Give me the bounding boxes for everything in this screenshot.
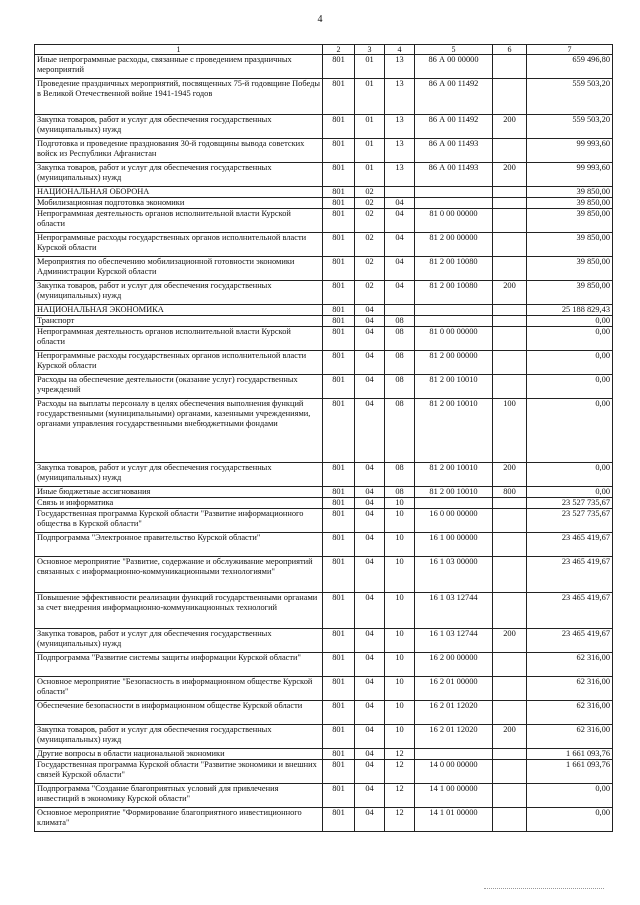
cell-rz: 02	[355, 209, 385, 233]
cell-vr	[493, 509, 527, 533]
cell-vr: 200	[493, 629, 527, 653]
cell-pr: 08	[385, 399, 415, 463]
cell-pr: 04	[385, 198, 415, 209]
cell-ved: 801	[323, 749, 355, 760]
table-row	[35, 629, 613, 653]
table-header-row	[35, 45, 613, 55]
cell-rz: 04	[355, 808, 385, 832]
cell-sum: 23 465 419,67	[527, 629, 613, 653]
table-row	[35, 257, 613, 281]
cell-sum: 0,00	[527, 399, 613, 463]
cell-name: Закупка товаров, работ и услуг для обеспечения государственных (муниципальных) нужд	[35, 281, 323, 305]
cell-cs: 86 А 00 11492	[415, 115, 493, 139]
cell-cs: 16 2 00 00000	[415, 653, 493, 677]
cell-ved: 801	[323, 498, 355, 509]
cell-rz: 02	[355, 257, 385, 281]
cell-vr: 200	[493, 463, 527, 487]
cell-name: Иные бюджетные ассигнования	[35, 487, 323, 498]
cell-pr: 12	[385, 784, 415, 808]
cell-vr: 200	[493, 281, 527, 305]
cell-name: Непрограммная деятельность органов исполнительной власти Курской области	[35, 327, 323, 351]
cell-name: Закупка товаров, работ и услуг для обеспечения государственных (муниципальных) нужд	[35, 725, 323, 749]
cell-pr: 12	[385, 808, 415, 832]
cell-ved: 801	[323, 725, 355, 749]
cell-sum: 99 993,60	[527, 139, 613, 163]
cell-name: Закупка товаров, работ и услуг для обеспечения государственных (муниципальных) нужд	[35, 163, 323, 187]
cell-ved: 801	[323, 509, 355, 533]
table-row	[35, 187, 613, 198]
cell-rz: 04	[355, 509, 385, 533]
cell-sum: 659 496,80	[527, 55, 613, 79]
cell-rz: 04	[355, 784, 385, 808]
cell-cs: 16 2 01 00000	[415, 677, 493, 701]
cell-ved: 801	[323, 677, 355, 701]
budget-table-body	[35, 45, 613, 832]
table-row	[35, 327, 613, 351]
cell-pr: 08	[385, 487, 415, 498]
cell-vr	[493, 55, 527, 79]
cell-vr	[493, 749, 527, 760]
cell-rz: 04	[355, 316, 385, 327]
cell-cs: 16 2 01 12020	[415, 701, 493, 725]
cell-vr	[493, 139, 527, 163]
cell-cs: 16 1 03 00000	[415, 557, 493, 593]
cell-rz: 04	[355, 463, 385, 487]
cell-rz: 04	[355, 533, 385, 557]
cell-rz: 04	[355, 399, 385, 463]
cell-rz: 04	[355, 498, 385, 509]
cell-vr	[493, 305, 527, 316]
cell-sum: 23 527 735,67	[527, 509, 613, 533]
cell-cs: 86 А 00 11492	[415, 79, 493, 115]
table-row	[35, 55, 613, 79]
cell-name: Подпрограмма "Развитие системы защиты информации Курской области"	[35, 653, 323, 677]
table-row	[35, 749, 613, 760]
cell-pr: 04	[385, 281, 415, 305]
header-cell: 6	[493, 45, 527, 55]
cell-rz: 01	[355, 163, 385, 187]
table-row	[35, 677, 613, 701]
cell-rz: 04	[355, 760, 385, 784]
cell-name: Мероприятия по обеспечению мобилизационной готовности экономики Администрации Курской области	[35, 257, 323, 281]
cell-rz: 04	[355, 701, 385, 725]
cell-ved: 801	[323, 487, 355, 498]
cell-cs: 14 1 00 00000	[415, 784, 493, 808]
cell-sum: 39 850,00	[527, 198, 613, 209]
cell-cs: 81 2 00 10080	[415, 281, 493, 305]
cell-vr	[493, 677, 527, 701]
cell-cs	[415, 187, 493, 198]
header-cell: 7	[527, 45, 613, 55]
cell-name: Подпрограмма "Создание благоприятных условий для привлечения инвестиций в экономику Курской области"	[35, 784, 323, 808]
table-row	[35, 509, 613, 533]
cell-ved: 801	[323, 281, 355, 305]
cell-sum: 23 465 419,67	[527, 557, 613, 593]
table-row	[35, 163, 613, 187]
cell-ved: 801	[323, 209, 355, 233]
table-row	[35, 139, 613, 163]
table-row	[35, 463, 613, 487]
cell-rz: 04	[355, 593, 385, 629]
cell-sum: 0,00	[527, 808, 613, 832]
cell-sum: 1 661 093,76	[527, 749, 613, 760]
cell-sum: 62 316,00	[527, 701, 613, 725]
table-row	[35, 725, 613, 749]
cell-vr	[493, 233, 527, 257]
cell-cs	[415, 316, 493, 327]
cell-pr: 08	[385, 327, 415, 351]
cell-ved: 801	[323, 701, 355, 725]
cell-name: Закупка товаров, работ и услуг для обеспечения государственных (муниципальных) нужд	[35, 115, 323, 139]
cell-pr: 04	[385, 209, 415, 233]
cell-name: Государственная программа Курской области "Развитие экономики и внешних связей Курской области"	[35, 760, 323, 784]
cell-sum: 559 503,20	[527, 115, 613, 139]
cell-sum: 0,00	[527, 316, 613, 327]
cell-rz: 04	[355, 749, 385, 760]
cell-rz: 04	[355, 677, 385, 701]
cell-name: Обеспечение безопасности в информационном обществе Курской области	[35, 701, 323, 725]
cell-vr: 200	[493, 115, 527, 139]
table-row	[35, 498, 613, 509]
cell-ved: 801	[323, 533, 355, 557]
cell-vr	[493, 533, 527, 557]
cell-name: Расходы на обеспечение деятельности (оказание услуг) государственных учреждений	[35, 375, 323, 399]
cell-cs	[415, 198, 493, 209]
cell-ved: 801	[323, 351, 355, 375]
cell-ved: 801	[323, 139, 355, 163]
cell-cs: 81 2 00 10010	[415, 487, 493, 498]
cell-sum: 0,00	[527, 784, 613, 808]
cell-ved: 801	[323, 629, 355, 653]
cell-ved: 801	[323, 233, 355, 257]
page-number: 4	[317, 14, 323, 25]
cell-ved: 801	[323, 316, 355, 327]
cell-rz: 02	[355, 198, 385, 209]
cell-rz: 04	[355, 351, 385, 375]
table-row	[35, 351, 613, 375]
table-row	[35, 593, 613, 629]
cell-sum: 99 993,60	[527, 163, 613, 187]
cell-ved: 801	[323, 305, 355, 316]
cell-rz: 01	[355, 79, 385, 115]
cell-pr: 10	[385, 498, 415, 509]
cell-pr	[385, 305, 415, 316]
cell-sum: 25 188 829,43	[527, 305, 613, 316]
cell-cs: 14 1 01 00000	[415, 808, 493, 832]
table-row	[35, 316, 613, 327]
cell-name: Транспорт	[35, 316, 323, 327]
cell-sum: 0,00	[527, 351, 613, 375]
cell-ved: 801	[323, 653, 355, 677]
cell-pr: 10	[385, 701, 415, 725]
cell-sum: 0,00	[527, 327, 613, 351]
cell-cs: 81 0 00 00000	[415, 327, 493, 351]
cell-sum: 39 850,00	[527, 209, 613, 233]
budget-table	[34, 44, 613, 832]
cell-pr: 08	[385, 316, 415, 327]
cell-ved: 801	[323, 327, 355, 351]
cell-pr: 08	[385, 351, 415, 375]
table-row	[35, 115, 613, 139]
cell-pr: 08	[385, 375, 415, 399]
cell-cs: 81 0 00 00000	[415, 209, 493, 233]
cell-sum: 39 850,00	[527, 281, 613, 305]
cell-vr	[493, 701, 527, 725]
cell-ved: 801	[323, 198, 355, 209]
cell-name: Мобилизационная подготовка экономики	[35, 198, 323, 209]
table-row	[35, 399, 613, 463]
cell-ved: 801	[323, 557, 355, 593]
cell-name: Иные непрограммные расходы, связанные с проведением праздничных мероприятий	[35, 55, 323, 79]
cell-name: Непрограммные расходы государственных органов исполнительной власти Курской области	[35, 233, 323, 257]
cell-pr: 04	[385, 257, 415, 281]
cell-ved: 801	[323, 593, 355, 629]
cell-cs: 16 1 03 12744	[415, 629, 493, 653]
cell-pr: 13	[385, 115, 415, 139]
cell-pr: 12	[385, 749, 415, 760]
cell-cs: 16 1 00 00000	[415, 533, 493, 557]
cell-sum: 0,00	[527, 375, 613, 399]
cell-vr	[493, 653, 527, 677]
cell-rz: 01	[355, 55, 385, 79]
cell-name: Подготовка и проведение празднования 30-й годовщины вывода советских войск из Республики Афганистан	[35, 139, 323, 163]
table-row	[35, 533, 613, 557]
cell-rz: 04	[355, 487, 385, 498]
cell-sum: 39 850,00	[527, 233, 613, 257]
cell-sum: 0,00	[527, 463, 613, 487]
cell-sum: 62 316,00	[527, 653, 613, 677]
cell-cs: 16 1 03 12744	[415, 593, 493, 629]
cell-sum: 62 316,00	[527, 677, 613, 701]
cell-name: Непрограммная деятельность органов исполнительной власти Курской области	[35, 209, 323, 233]
cell-cs: 16 2 01 12020	[415, 725, 493, 749]
cell-vr	[493, 79, 527, 115]
cell-pr: 13	[385, 163, 415, 187]
cell-ved: 801	[323, 163, 355, 187]
cell-vr: 100	[493, 399, 527, 463]
cell-name: Другие вопросы в области национальной экономики	[35, 749, 323, 760]
cell-vr	[493, 327, 527, 351]
cell-cs: 86 А 00 11493	[415, 139, 493, 163]
table-row	[35, 233, 613, 257]
cell-sum: 559 503,20	[527, 79, 613, 115]
table-row	[35, 305, 613, 316]
cell-name: Расходы на выплаты персоналу в целях обеспечения выполнения функций государственными (муниципальными) органами, казенными учреждениями, органами управления государственными внебюджетными фондами	[35, 399, 323, 463]
table-row	[35, 487, 613, 498]
footer-rule	[484, 888, 604, 889]
cell-cs: 81 2 00 10010	[415, 375, 493, 399]
cell-vr: 800	[493, 487, 527, 498]
table-row	[35, 784, 613, 808]
cell-cs: 86 А 00 00000	[415, 55, 493, 79]
cell-rz: 01	[355, 115, 385, 139]
cell-ved: 801	[323, 79, 355, 115]
cell-sum: 39 850,00	[527, 257, 613, 281]
cell-ved: 801	[323, 399, 355, 463]
cell-sum: 23 465 419,67	[527, 533, 613, 557]
cell-ved: 801	[323, 784, 355, 808]
table-row	[35, 281, 613, 305]
cell-name: Непрограммные расходы государственных органов исполнительной власти Курской области	[35, 351, 323, 375]
cell-ved: 801	[323, 375, 355, 399]
cell-name: Повышение эффективности реализации функций государственными органами за счет внедрения информационно-коммуникационных технологий	[35, 593, 323, 629]
cell-rz: 04	[355, 629, 385, 653]
cell-rz: 04	[355, 375, 385, 399]
header-cell: 3	[355, 45, 385, 55]
cell-pr: 10	[385, 725, 415, 749]
cell-sum: 0,00	[527, 487, 613, 498]
cell-vr	[493, 808, 527, 832]
cell-rz: 04	[355, 725, 385, 749]
cell-cs	[415, 305, 493, 316]
table-row	[35, 209, 613, 233]
table-row	[35, 375, 613, 399]
cell-sum: 23 527 735,67	[527, 498, 613, 509]
cell-vr	[493, 784, 527, 808]
cell-pr: 10	[385, 593, 415, 629]
cell-rz: 02	[355, 233, 385, 257]
cell-cs: 81 2 00 10010	[415, 399, 493, 463]
cell-name: Основное мероприятие "Формирование благоприятного инвестиционного климата"	[35, 808, 323, 832]
cell-pr: 10	[385, 557, 415, 593]
cell-rz: 04	[355, 327, 385, 351]
cell-sum: 39 850,00	[527, 187, 613, 198]
cell-sum: 1 661 093,76	[527, 760, 613, 784]
cell-pr: 10	[385, 533, 415, 557]
cell-ved: 801	[323, 463, 355, 487]
cell-cs	[415, 498, 493, 509]
cell-vr	[493, 593, 527, 629]
cell-pr: 04	[385, 233, 415, 257]
header-cell: 1	[35, 45, 323, 55]
cell-cs: 81 2 00 00000	[415, 233, 493, 257]
cell-ved: 801	[323, 760, 355, 784]
cell-vr	[493, 760, 527, 784]
cell-cs: 81 2 00 10080	[415, 257, 493, 281]
cell-sum: 23 465 419,67	[527, 593, 613, 629]
cell-rz: 04	[355, 653, 385, 677]
header-cell: 5	[415, 45, 493, 55]
cell-sum: 62 316,00	[527, 725, 613, 749]
table-row	[35, 557, 613, 593]
cell-vr	[493, 375, 527, 399]
cell-vr	[493, 187, 527, 198]
table-row	[35, 198, 613, 209]
cell-ved: 801	[323, 808, 355, 832]
cell-pr: 08	[385, 463, 415, 487]
table-row	[35, 653, 613, 677]
cell-pr: 12	[385, 760, 415, 784]
cell-rz: 02	[355, 187, 385, 198]
cell-name: НАЦИОНАЛЬНАЯ ОБОРОНА	[35, 187, 323, 198]
table-row	[35, 79, 613, 115]
cell-rz: 01	[355, 139, 385, 163]
cell-vr	[493, 257, 527, 281]
cell-cs: 16 0 00 00000	[415, 509, 493, 533]
cell-pr: 13	[385, 79, 415, 115]
cell-name: НАЦИОНАЛЬНАЯ ЭКОНОМИКА	[35, 305, 323, 316]
cell-ved: 801	[323, 55, 355, 79]
cell-rz: 04	[355, 305, 385, 316]
cell-name: Основное мероприятие "Безопасность в информационном обществе Курской области"	[35, 677, 323, 701]
table-row	[35, 808, 613, 832]
cell-ved: 801	[323, 257, 355, 281]
header-cell: 4	[385, 45, 415, 55]
cell-pr: 10	[385, 653, 415, 677]
cell-pr: 10	[385, 629, 415, 653]
cell-cs: 86 А 00 11493	[415, 163, 493, 187]
cell-vr: 200	[493, 725, 527, 749]
cell-name: Закупка товаров, работ и услуг для обеспечения государственных (муниципальных) нужд	[35, 463, 323, 487]
header-cell: 2	[323, 45, 355, 55]
cell-name: Проведение праздничных мероприятий, посвященных 75-й годовщине Победы в Великой Отечественной войне 1941-1945 годов	[35, 79, 323, 115]
cell-name: Связь и информатика	[35, 498, 323, 509]
cell-vr	[493, 316, 527, 327]
cell-pr: 13	[385, 55, 415, 79]
cell-ved: 801	[323, 187, 355, 198]
cell-pr: 13	[385, 139, 415, 163]
cell-rz: 02	[355, 281, 385, 305]
cell-cs: 14 0 00 00000	[415, 760, 493, 784]
cell-name: Закупка товаров, работ и услуг для обеспечения государственных (муниципальных) нужд	[35, 629, 323, 653]
cell-vr	[493, 351, 527, 375]
cell-cs	[415, 749, 493, 760]
cell-name: Государственная программа Курской области "Развитие информационного общества в Курской области"	[35, 509, 323, 533]
cell-name: Основное мероприятие "Развитие, содержание и обслуживание мероприятий связанных с информационно-коммуникационными технологиями"	[35, 557, 323, 593]
cell-name: Подпрограмма "Электронное правительство Курской области"	[35, 533, 323, 557]
cell-vr	[493, 209, 527, 233]
cell-vr	[493, 557, 527, 593]
table-row	[35, 760, 613, 784]
cell-rz: 04	[355, 557, 385, 593]
cell-ved: 801	[323, 115, 355, 139]
cell-pr: 10	[385, 509, 415, 533]
cell-vr	[493, 198, 527, 209]
cell-pr: 10	[385, 677, 415, 701]
cell-vr	[493, 498, 527, 509]
table-row	[35, 701, 613, 725]
cell-vr: 200	[493, 163, 527, 187]
cell-pr	[385, 187, 415, 198]
cell-cs: 81 2 00 00000	[415, 351, 493, 375]
cell-cs: 81 2 00 10010	[415, 463, 493, 487]
